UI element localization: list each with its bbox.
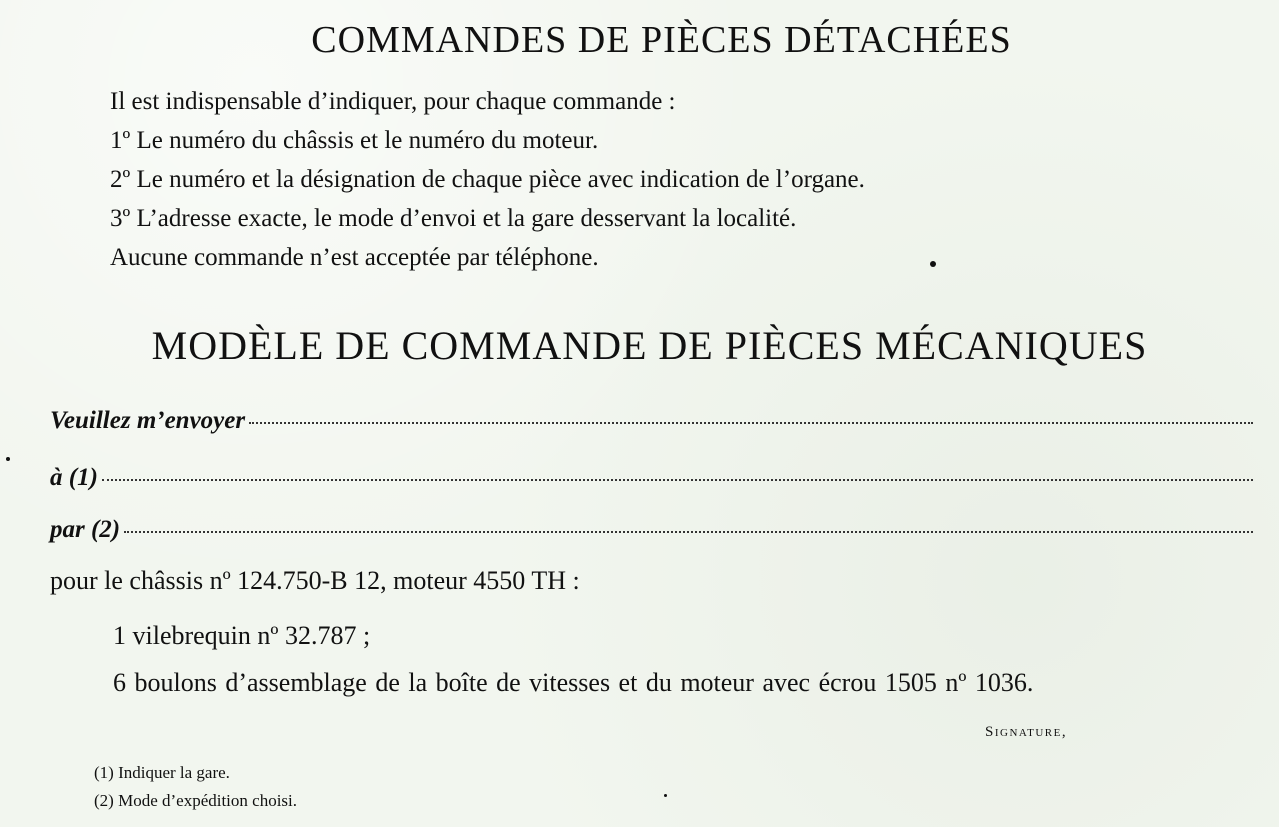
instruction-intro: Il est indispensable d’indiquer, pour chaque commande : (110, 88, 676, 115)
ink-speck (664, 794, 667, 797)
ink-speck (6, 457, 10, 461)
form-line-to (50, 464, 1253, 492)
dotted-fill-line (124, 531, 1253, 533)
chassis-line: pour le châssis nº 124.750-B 12, moteur 4550 TH : (50, 566, 580, 595)
send-label: Veuillez m’envoyer (50, 407, 246, 434)
order-item-2: 6 boulons d’assemblage de la boîte de vitesses et du moteur avec écrou 1505 nº 1036. (113, 668, 1034, 697)
model-title: MODÈLE DE COMMANDE DE PIÈCES MÉCANIQUES (151, 323, 1148, 368)
form-line-by (50, 516, 1253, 544)
instruction-1: 1º Le numéro du châssis et le numéro du moteur. (110, 127, 599, 154)
order-item-1: 1 vilebrequin nº 32.787 ; (113, 621, 371, 650)
to-label: à (1) (50, 464, 98, 491)
instructions-block (110, 82, 1170, 277)
footnote-1: (1) Indiquer la gare. (94, 763, 230, 782)
dotted-fill-line (249, 422, 1253, 424)
form-line-send (50, 407, 1253, 435)
dotted-fill-line (102, 479, 1253, 481)
orders-title: COMMANDES DE PIÈCES DÉTACHÉES (311, 19, 1012, 61)
ink-speck (930, 261, 936, 267)
instruction-2: 2º Le numéro et la désignation de chaque pièce avec indication de l’organe. (110, 166, 865, 193)
instruction-3: 3º L’adresse exacte, le mode d’envoi et la gare desservant la localité. (110, 205, 797, 232)
by-label: par (2) (50, 516, 121, 543)
instruction-phone-note: Aucune commande n’est acceptée par téléphone. (110, 244, 599, 271)
footnote-2: (2) Mode d’expédition choisi. (94, 791, 298, 810)
signature-label: Signature, (985, 724, 1068, 740)
